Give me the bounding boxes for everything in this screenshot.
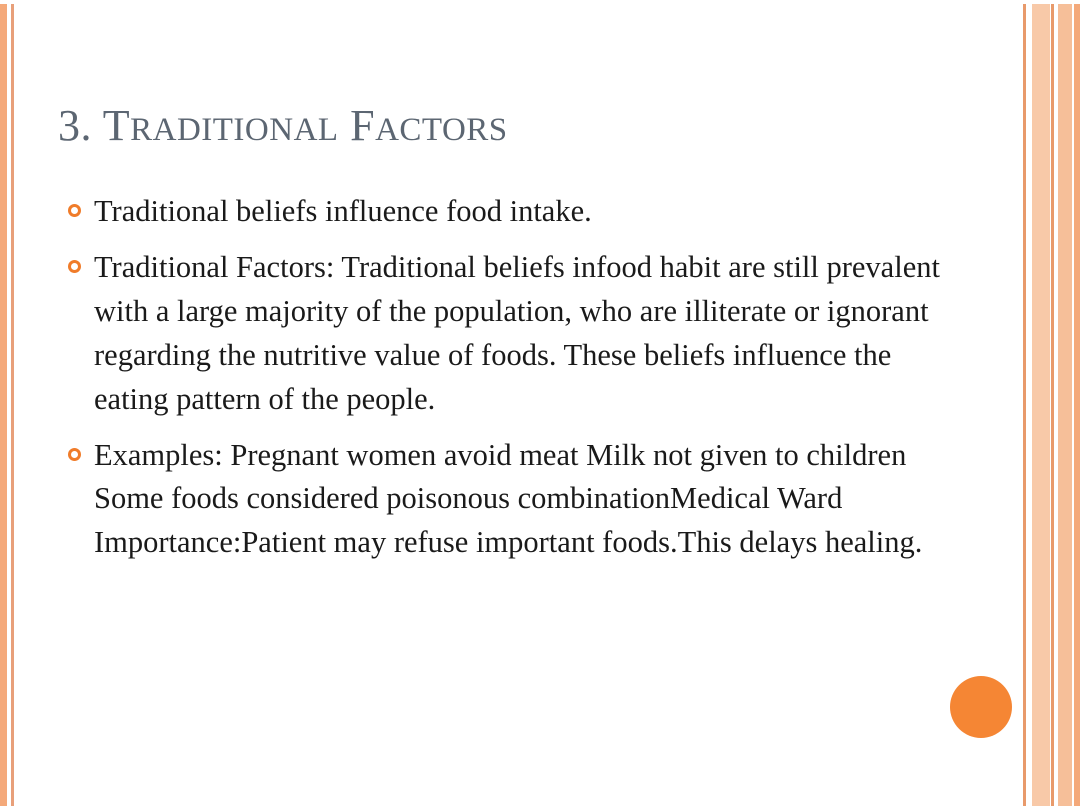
slide-title-word2-cap: F (350, 101, 376, 150)
slide-title (58, 100, 508, 151)
bullet-list (60, 190, 940, 577)
ring-bullet-icon (68, 448, 81, 461)
slide-title-space (339, 101, 351, 150)
ring-bullet-icon (68, 204, 81, 217)
right-outer-band (1058, 0, 1072, 810)
list-item-text: Traditional Factors: Traditional beliefs infood habit are still prevalent with a large majority of the population, who are illiterate or ignorant regarding the nutritive value of foods. These beliefs influence the eating pattern of the people. (94, 249, 940, 416)
orange-circle-decoration (950, 676, 1012, 738)
list-item (60, 190, 940, 234)
right-outer-stripe (1074, 0, 1080, 810)
bottom-edge-spacer (0, 806, 1080, 810)
list-item (60, 246, 940, 422)
list-item (60, 434, 940, 566)
list-item-text: Traditional beliefs influence food intake. (94, 194, 592, 228)
list-item-text: Examples: Pregnant women avoid meat Milk not given to children Some foods considered poisonous combinationMedical Ward Importance:Patient may refuse important foods.This delays healing. (94, 437, 923, 560)
right-thin-line-b (1051, 0, 1054, 810)
left-outer-stripe (0, 0, 7, 810)
right-inner-band (1032, 0, 1050, 810)
bullet-marker (60, 434, 94, 461)
slide-title-word1-rest: RADITIONAL (130, 112, 339, 148)
left-inner-stripe (11, 0, 14, 810)
right-thin-line-a (1023, 0, 1026, 810)
ring-bullet-icon (68, 260, 81, 273)
bullet-marker (60, 246, 94, 273)
slide-title-word2-rest: ACTORS (375, 112, 508, 148)
slide-title-number: 3. (58, 101, 103, 150)
top-edge-spacer (0, 0, 1080, 4)
slide-title-word1-cap: T (102, 101, 131, 150)
bullet-marker (60, 190, 94, 217)
